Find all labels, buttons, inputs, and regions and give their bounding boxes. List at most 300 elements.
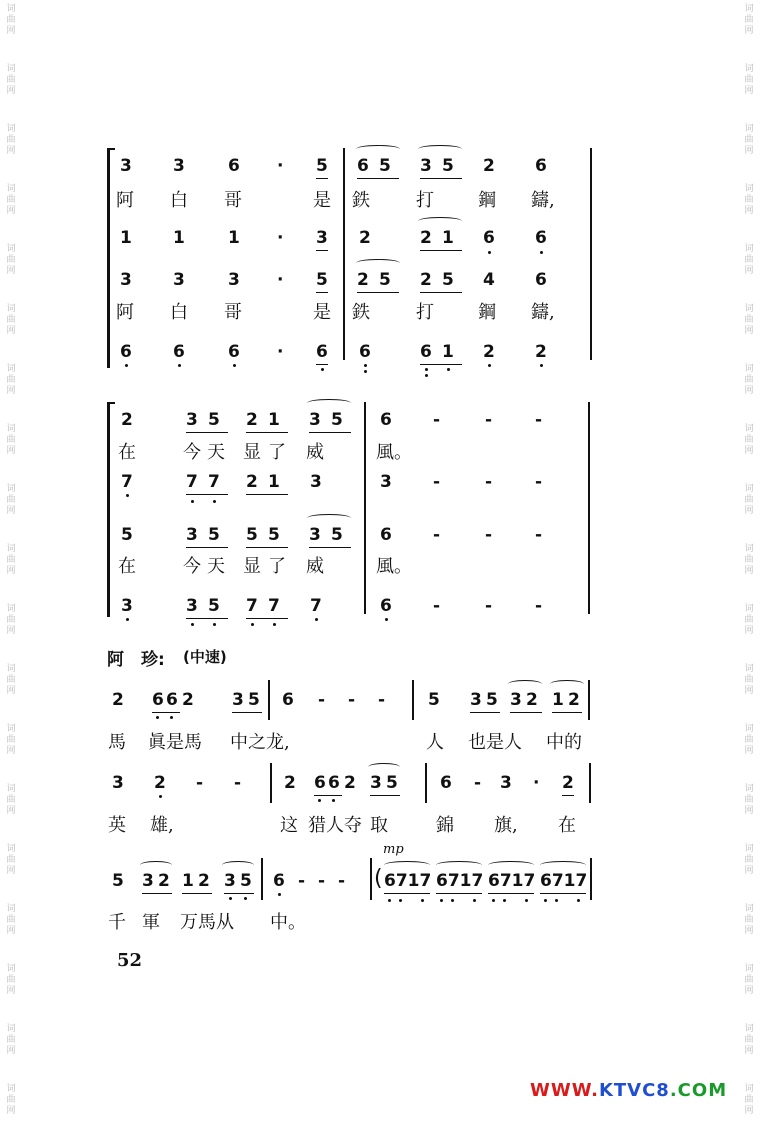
note: 3	[510, 690, 526, 713]
barline	[590, 858, 592, 900]
note: 5	[442, 270, 462, 293]
barline	[370, 858, 372, 900]
dash: -	[535, 596, 543, 616]
watermark-stamp: 词 曲 网	[6, 964, 16, 996]
note: 2	[154, 773, 166, 793]
lyric: 打	[416, 190, 434, 211]
watermark-stamp: 词 曲 网	[744, 304, 754, 336]
lyric: 阿	[116, 190, 134, 211]
note: 5	[316, 270, 328, 293]
note-group: 6717	[436, 871, 482, 894]
note: 6	[535, 228, 547, 248]
barline	[589, 763, 591, 803]
lyric: 天	[207, 556, 225, 577]
dash: -	[535, 410, 543, 430]
note: 2	[112, 690, 124, 710]
low-octave-dot	[233, 364, 236, 367]
dash: -	[535, 525, 543, 545]
low-octave-dot	[540, 364, 543, 367]
lyric: 旗,	[494, 815, 518, 836]
slur	[307, 399, 351, 407]
lyric: 了	[268, 442, 286, 463]
lyric: 显	[243, 442, 261, 463]
dash: -	[433, 596, 441, 616]
note: 6	[380, 596, 392, 616]
lyric: 这	[280, 815, 298, 836]
note: 2	[562, 773, 574, 796]
low-octave-dot	[273, 623, 276, 626]
note: 5	[208, 596, 228, 619]
low-octave-dot	[278, 893, 281, 896]
watermark-stamp: 词 曲 网	[744, 244, 754, 276]
note: 2	[284, 773, 296, 793]
note: 3	[316, 228, 328, 251]
slur	[140, 861, 172, 869]
lyric: 哥	[224, 302, 242, 323]
note: 2	[344, 773, 356, 793]
slur	[356, 259, 400, 267]
note: 5	[112, 871, 124, 891]
dash: -	[433, 410, 441, 430]
low-octave-dot	[315, 618, 318, 621]
note: 5	[316, 156, 328, 179]
note: 6	[440, 773, 452, 793]
watermark-stamp: 词 曲 网	[744, 604, 754, 636]
low-octave-dot	[503, 899, 506, 902]
watermark-stamp: 词 曲 网	[6, 184, 16, 216]
watermark-stamp: 词 曲 网	[744, 1024, 754, 1056]
low-octave-dot	[170, 716, 173, 719]
note: 3	[121, 596, 133, 616]
lyric: 威	[306, 442, 324, 463]
dash: -	[318, 690, 326, 710]
note: 1	[173, 228, 185, 248]
watermark-stamp: 词 曲 网	[6, 844, 16, 876]
slur	[307, 514, 351, 522]
lyric: 在	[118, 556, 136, 577]
dash: -	[485, 410, 493, 430]
lyric: 錦	[436, 815, 454, 836]
note: 6	[535, 156, 547, 176]
lyric: 雄,	[150, 815, 174, 836]
website-brand: KTVC8	[598, 1080, 670, 1101]
lyric: 風。	[376, 442, 412, 463]
note: 3	[500, 773, 512, 793]
lyric: 鑄,	[531, 302, 555, 323]
low-octave-dot	[540, 251, 543, 254]
low-octave-dot	[213, 623, 216, 626]
dash: -	[348, 690, 356, 710]
watermark-stamp: 词 曲 网	[744, 784, 754, 816]
lyric: 人	[426, 732, 444, 753]
system2-bracket-bar	[107, 402, 110, 617]
dash: -	[474, 773, 482, 793]
slur	[488, 861, 534, 869]
slur	[418, 145, 462, 153]
low-octave-dot	[555, 899, 558, 902]
system2-barline-end	[588, 402, 590, 614]
low-octave-dot	[126, 494, 129, 497]
note: 5	[379, 270, 399, 293]
slur	[368, 763, 400, 771]
barline	[588, 680, 590, 720]
watermark-stamp: 词 曲 网	[744, 724, 754, 756]
note: 6	[166, 690, 180, 713]
watermark-stamp: 词 曲 网	[744, 124, 754, 156]
lyric: 中之龙,	[230, 732, 290, 753]
watermark-stamp: 词 曲 网	[744, 664, 754, 696]
note: 6	[359, 342, 371, 362]
dash: -	[433, 472, 441, 492]
lyric: 哥	[224, 190, 242, 211]
watermark-stamp: 词 曲 网	[744, 4, 754, 36]
note: 3	[232, 690, 248, 713]
lyric: 了	[268, 556, 286, 577]
note: 2	[483, 156, 495, 176]
note-group: 6717	[488, 871, 534, 894]
note: 5	[379, 156, 399, 179]
low-octave-dot	[488, 364, 491, 367]
low-octave-dot	[244, 897, 247, 900]
note: 6	[228, 342, 240, 362]
note: 5	[121, 525, 133, 545]
watermark-stamp: 词 曲 网	[6, 64, 16, 96]
low-octave-dot	[399, 899, 402, 902]
note: 3	[120, 156, 132, 176]
note: 3	[370, 773, 386, 796]
website-suffix: .COM	[669, 1080, 728, 1101]
note: 1	[228, 228, 240, 248]
note: 2	[526, 690, 542, 713]
low-octave-dot	[318, 799, 321, 802]
note: 5	[248, 690, 262, 713]
dot-extension: ·	[277, 156, 284, 176]
tempo-marking: (中速)	[183, 648, 227, 666]
lyric: 在	[558, 815, 576, 836]
barline	[425, 763, 427, 803]
low-octave-dot	[191, 623, 194, 626]
watermark-stamp: 词 曲 网	[6, 784, 16, 816]
lyric: 千	[108, 912, 126, 933]
low-octave-dot	[425, 368, 428, 371]
dot-extension: ·	[533, 773, 540, 793]
note: 5	[268, 525, 288, 548]
watermark-stamp: 词 曲 网	[6, 484, 16, 516]
note: 6	[273, 871, 285, 891]
watermark-stamp: 词 曲 网	[6, 4, 16, 36]
barline	[268, 680, 270, 720]
note: 6	[173, 342, 185, 362]
dash: -	[196, 773, 204, 793]
note: 6	[152, 690, 166, 713]
low-octave-dot	[332, 799, 335, 802]
note: 6	[380, 410, 392, 430]
dash: -	[318, 871, 326, 891]
lyric: 鉄	[352, 190, 370, 211]
note: 6	[420, 342, 442, 365]
low-octave-dot	[447, 368, 450, 371]
barline	[261, 858, 263, 900]
low-octave-dot	[488, 251, 491, 254]
slur	[418, 217, 462, 225]
low-octave-dot	[492, 899, 495, 902]
note: 2	[420, 270, 442, 293]
lyric: 打	[416, 302, 434, 323]
dash: -	[485, 472, 493, 492]
note: 3	[420, 156, 442, 179]
low-octave-dot	[191, 500, 194, 503]
dash: -	[485, 596, 493, 616]
note: 2	[198, 871, 212, 894]
low-octave-dot	[251, 623, 254, 626]
website-watermark	[530, 1080, 727, 1101]
note: 3	[173, 270, 185, 290]
watermark-stamp: 词 曲 网	[744, 64, 754, 96]
lyric: 鑄,	[531, 190, 555, 211]
lyric: 威	[306, 556, 324, 577]
low-octave-dot	[364, 370, 367, 373]
watermark-stamp: 词 曲 网	[744, 904, 754, 936]
note: 3	[142, 871, 158, 894]
note: 3	[309, 525, 331, 548]
note: 7	[268, 596, 288, 619]
note: 5	[486, 690, 500, 713]
note: 2	[420, 228, 442, 251]
watermark-stamp: 词 曲 网	[744, 364, 754, 396]
note: 3	[224, 871, 240, 894]
low-octave-dot	[440, 899, 443, 902]
lyric: 鋼	[478, 302, 496, 323]
low-octave-dot	[364, 364, 367, 367]
barline	[270, 763, 272, 803]
note: 5	[246, 525, 268, 548]
watermark-column-right	[738, 0, 760, 1130]
low-octave-dot	[577, 899, 580, 902]
singer-name: 阿 珍:	[107, 650, 165, 670]
note: 5	[208, 525, 228, 548]
note: 3	[309, 410, 331, 433]
note: 1	[268, 472, 288, 495]
note: 3	[112, 773, 124, 793]
watermark-stamp: 词 曲 网	[6, 904, 16, 936]
note: 4	[483, 270, 495, 290]
note: 2	[359, 228, 371, 248]
watermark-stamp: 词 曲 网	[744, 1084, 754, 1116]
note: 6	[535, 270, 547, 290]
note: 7	[208, 472, 228, 495]
note: 5	[331, 410, 351, 433]
slur	[356, 145, 400, 153]
note: 2	[246, 472, 268, 495]
watermark-stamp: 词 曲 网	[744, 184, 754, 216]
slur	[550, 680, 584, 688]
watermark-stamp: 词 曲 网	[6, 664, 16, 696]
note: 2	[121, 410, 133, 430]
low-octave-dot	[421, 899, 424, 902]
note: 2	[568, 690, 582, 713]
slur	[436, 861, 482, 869]
note: 6	[328, 773, 342, 796]
note: 1	[120, 228, 132, 248]
low-octave-dot	[213, 500, 216, 503]
low-octave-dot	[525, 899, 528, 902]
note: 2	[483, 342, 495, 362]
dot-extension: ·	[277, 228, 284, 248]
lyric: 是	[313, 302, 331, 323]
note: 1	[442, 342, 462, 365]
lyric: 万馬从	[180, 912, 234, 933]
note: 2	[357, 270, 379, 293]
lyric: 白	[170, 302, 188, 323]
note: 3	[120, 270, 132, 290]
note: 5	[208, 410, 228, 433]
barline	[412, 680, 414, 720]
watermark-column-left	[0, 0, 22, 1130]
watermark-stamp: 词 曲 网	[744, 424, 754, 456]
note: 2	[246, 410, 268, 433]
watermark-stamp: 词 曲 网	[6, 424, 16, 456]
note: 3	[186, 410, 208, 433]
watermark-stamp: 词 曲 网	[744, 844, 754, 876]
note: 6	[483, 228, 495, 248]
lyric: 显	[243, 556, 261, 577]
note: 2	[535, 342, 547, 362]
lyric: 在	[118, 442, 136, 463]
low-octave-dot	[388, 899, 391, 902]
note: 5	[442, 156, 462, 179]
watermark-stamp: 词 曲 网	[744, 964, 754, 996]
low-octave-dot	[385, 618, 388, 621]
note: 3	[470, 690, 486, 713]
low-octave-dot	[178, 364, 181, 367]
lyric: 鋼	[478, 190, 496, 211]
dot-extension: ·	[277, 342, 284, 362]
note: 6	[316, 342, 328, 365]
system1-barline-mid	[343, 148, 345, 360]
watermark-stamp: 词 曲 网	[744, 544, 754, 576]
lyric: 取	[370, 815, 388, 836]
low-octave-dot	[544, 899, 547, 902]
watermark-stamp: 词 曲 网	[6, 604, 16, 636]
low-octave-dot	[159, 795, 162, 798]
dash: -	[535, 472, 543, 492]
watermark-stamp: 词 曲 网	[6, 544, 16, 576]
dash: -	[378, 690, 386, 710]
dynamic-marking: mp	[383, 842, 404, 857]
lyric: 夺	[344, 815, 362, 836]
note: 2	[158, 871, 172, 894]
website-prefix: WWW.	[530, 1080, 599, 1101]
note: 6	[314, 773, 328, 796]
note: 1	[182, 871, 198, 894]
dot-extension: ·	[277, 270, 284, 290]
lyric: 馬	[108, 732, 126, 753]
note: 7	[186, 472, 208, 495]
note: 3	[228, 270, 240, 290]
note: 5	[428, 690, 440, 710]
note: 3	[380, 472, 392, 492]
system1-barline-end	[590, 148, 592, 360]
note: 6	[357, 156, 379, 179]
lyric: 英	[108, 815, 126, 836]
lyric: 也是人	[468, 732, 522, 753]
lyric: 今	[183, 556, 201, 577]
low-octave-dot	[126, 618, 129, 621]
note: 1	[552, 690, 568, 713]
note: 5	[386, 773, 400, 796]
note: 6	[228, 156, 240, 176]
lyric: 風。	[376, 556, 412, 577]
note: 2	[182, 690, 194, 710]
note: 7	[246, 596, 268, 619]
watermark-stamp: 词 曲 网	[6, 1084, 16, 1116]
note: 6	[120, 342, 132, 362]
low-octave-dot	[425, 374, 428, 377]
note: 6	[380, 525, 392, 545]
lyric: 中。	[270, 912, 306, 933]
lyric: 中的	[546, 732, 582, 753]
note: 5	[331, 525, 351, 548]
lyric: 今	[183, 442, 201, 463]
watermark-stamp: 词 曲 网	[6, 364, 16, 396]
watermark-stamp: 词 曲 网	[6, 724, 16, 756]
watermark-stamp: 词 曲 网	[6, 244, 16, 276]
lyric: 阿	[116, 302, 134, 323]
dash: -	[433, 525, 441, 545]
system2-bracket-top	[107, 402, 115, 404]
slur	[222, 861, 254, 869]
lyric: 鉄	[352, 302, 370, 323]
note-group: 6717	[540, 871, 586, 894]
note: 5	[240, 871, 254, 894]
slur	[384, 861, 430, 869]
note: 1	[442, 228, 462, 251]
note-group: 6717	[384, 871, 430, 894]
dash: -	[298, 871, 306, 891]
low-octave-dot	[321, 368, 324, 371]
note: 7	[121, 472, 133, 492]
note: 3	[186, 525, 208, 548]
paren-open: (	[374, 866, 383, 891]
low-octave-dot	[451, 899, 454, 902]
watermark-stamp: 词 曲 网	[6, 124, 16, 156]
lyric: 是	[313, 190, 331, 211]
low-octave-dot	[229, 897, 232, 900]
watermark-stamp: 词 曲 网	[6, 1024, 16, 1056]
low-octave-dot	[156, 716, 159, 719]
lyric: 猎人	[308, 815, 344, 836]
lyric: 軍	[142, 912, 160, 933]
page-number: 52	[117, 950, 143, 971]
lyric: 眞是馬	[148, 732, 202, 753]
note: 6	[282, 690, 294, 710]
watermark-stamp: 词 曲 网	[6, 304, 16, 336]
lyric: 白	[170, 190, 188, 211]
note: 3	[173, 156, 185, 176]
dash: -	[338, 871, 346, 891]
system2-barline-mid	[364, 402, 366, 614]
lyric: 天	[207, 442, 225, 463]
slur	[508, 680, 542, 688]
low-octave-dot	[473, 899, 476, 902]
dash: -	[485, 525, 493, 545]
dash: -	[234, 773, 242, 793]
slur	[540, 861, 586, 869]
note: 3	[310, 472, 322, 492]
note: 7	[310, 596, 322, 616]
low-octave-dot	[125, 364, 128, 367]
watermark-stamp: 词 曲 网	[744, 484, 754, 516]
